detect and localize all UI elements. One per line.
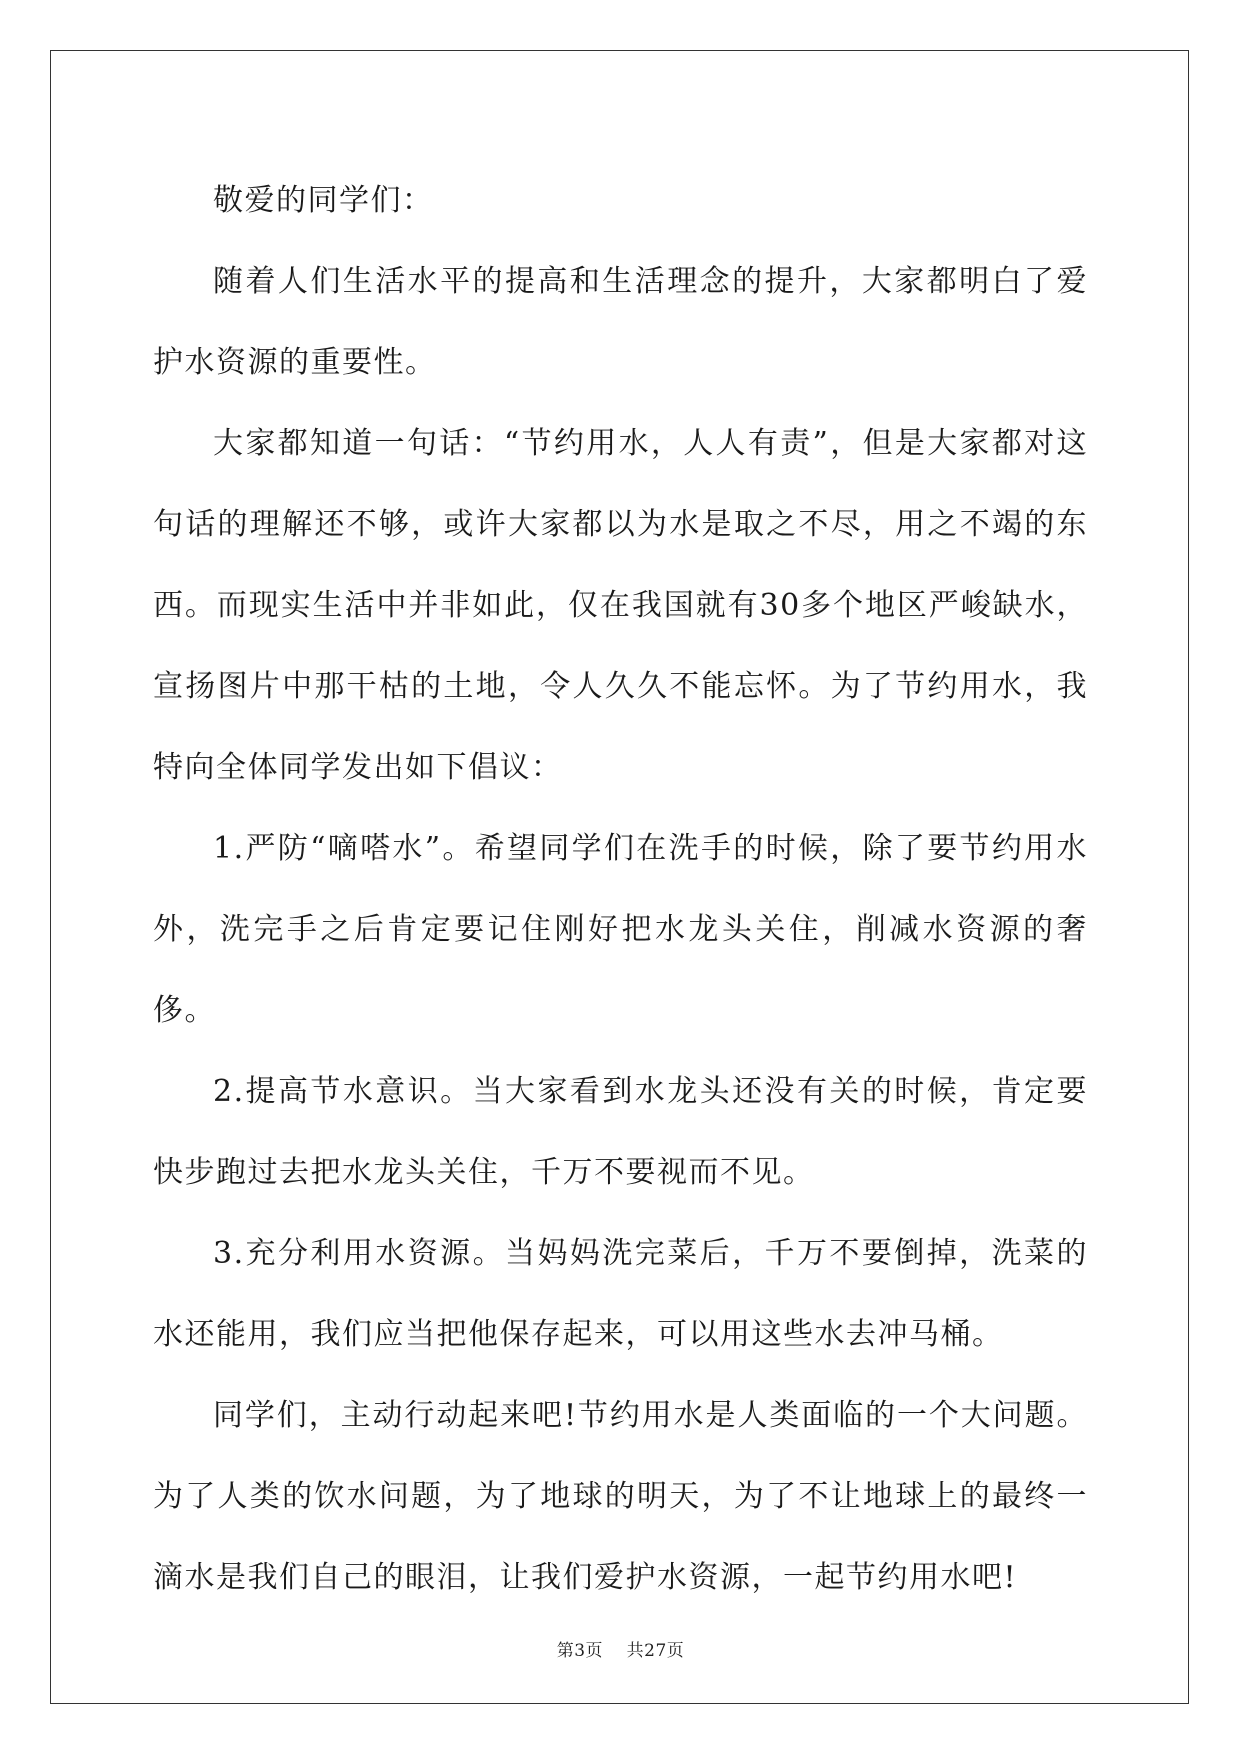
document-body [153, 160, 1088, 1618]
proposal-item-3: 3.充分利用水资源。当妈妈洗完菜后，千万不要倒掉，洗菜的水还能用，我们应当把他保存起来，可以用这些水去冲马桶。 [153, 1236, 1088, 1352]
context-paragraph: 大家都知道一句话：“节约用水，人人有责”，但是大家都对这句话的理解还不够，或许大家都以为水是取之不尽，用之不竭的东西。而现实生活中并非如此，仅在我国就有30多个地区严峻缺水，宣扬图片中那干枯的土地，令人久久不能忘怀。为了节约用水，我特向全体同学发出如下倡议： [153, 426, 1088, 785]
page-total: 共27页 [626, 1641, 685, 1661]
page-footer [0, 1636, 1241, 1661]
greeting-paragraph: 敬爱的同学们： [213, 183, 434, 218]
closing-paragraph: 同学们，主动行动起来吧!节约用水是人类面临的一个大问题。为了人类的饮水问题，为了地球的明天，为了不让地球上的最终一滴水是我们自己的眼泪，让我们爱护水资源，一起节约用水吧! [153, 1398, 1088, 1595]
intro-paragraph: 随着人们生活水平的提高和生活理念的提升，大家都明白了爱护水资源的重要性。 [153, 264, 1088, 380]
page-number: 第3页 [556, 1641, 604, 1661]
proposal-item-2: 2.提高节水意识。当大家看到水龙头还没有关的时候，肯定要快步跑过去把水龙头关住，千万不要视而不见。 [153, 1074, 1088, 1190]
proposal-item-1: 1.严防“嘀嗒水”。希望同学们在洗手的时候，除了要节约用水外，洗完手之后肯定要记住刚好把水龙头关住，削减水资源的奢侈。 [153, 831, 1088, 1028]
